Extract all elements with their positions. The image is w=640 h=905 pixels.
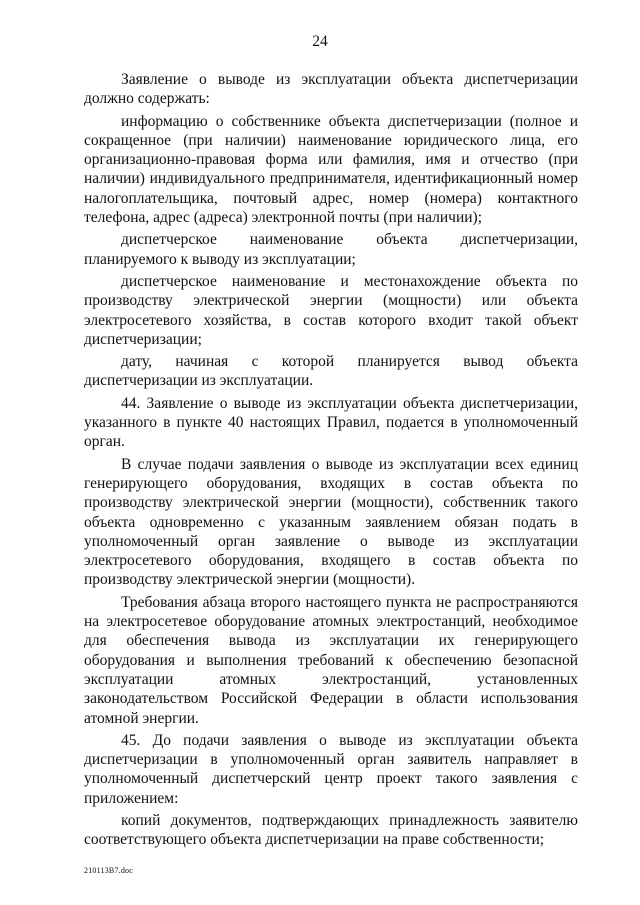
paragraph: диспетчерское наименование и местонахождение объекта по производству электрической энергии (мощности) или объекта электросетевого хозяйства, в состав которого входит такой объект диспетчеризации; — [84, 272, 578, 348]
paragraph: дату, начиная с которой планируется вывод объекта диспетчеризации из эксплуатации. — [84, 353, 578, 390]
footer-document-code: 210113В7.doc — [84, 866, 133, 875]
paragraph: 44. Заявление о выводе из эксплуатации объекта диспетчеризации, указанного в пункте 40 настоящих Правил, подается в уполномоченный орган. — [84, 394, 578, 451]
paragraph: информацию о собственнике объекта диспетчеризации (полное и сокращенное (при наличии) наименование юридического лица, его организационно-правовая форма или фамилия, имя и отчество (при наличии) индивидуального предпринимателя, идентификационный номер налогоплательщика, почтовый адрес, номер (номера) контактного телефона, адрес (адреса) электронной почты (при наличии); — [84, 112, 578, 227]
paragraph: Заявление о выводе из эксплуатации объекта диспетчеризации должно содержать: — [84, 71, 578, 108]
paragraph: диспетчерское наименование объекта диспетчеризации, планируемого к выводу из эксплуатации; — [84, 231, 578, 268]
document-body — [84, 70, 578, 850]
paragraph: В случае подачи заявления о выводе из эксплуатации всех единиц генерирующего оборудования, входящих в состав объекта по производству электрической энергии (мощности), собственник такого объекта одновременно с указанным заявлением обязан подать в уполномоченный орган заявление о выводе из эксплуатации электросетевого оборудования, входящего в состав объекта по производству электрической энергии (мощности). — [84, 455, 578, 589]
paragraph: копий документов, подтверждающих принадлежность заявителю соответствующего объекта диспетчеризации на праве собственности; — [84, 811, 578, 849]
page-number: 24 — [312, 33, 328, 50]
paragraph: Требования абзаца второго настоящего пункта не распространяются на электросетевое оборудование атомных электростанций, необходимое для обеспечения вывода из эксплуатации их генерирующего оборудования и выполнения требований к обеспечению безопасной эксплуатации атомных электростанций, установленных законодательством Российской Федерации в области использования атомной энергии. — [84, 593, 578, 727]
paragraph: 45. До подачи заявления о выводе из эксплуатации объекта диспетчеризации в уполномоченный орган заявитель направляет в уполномоченный диспетчерский центр проект такого заявления с приложением: — [84, 731, 578, 807]
